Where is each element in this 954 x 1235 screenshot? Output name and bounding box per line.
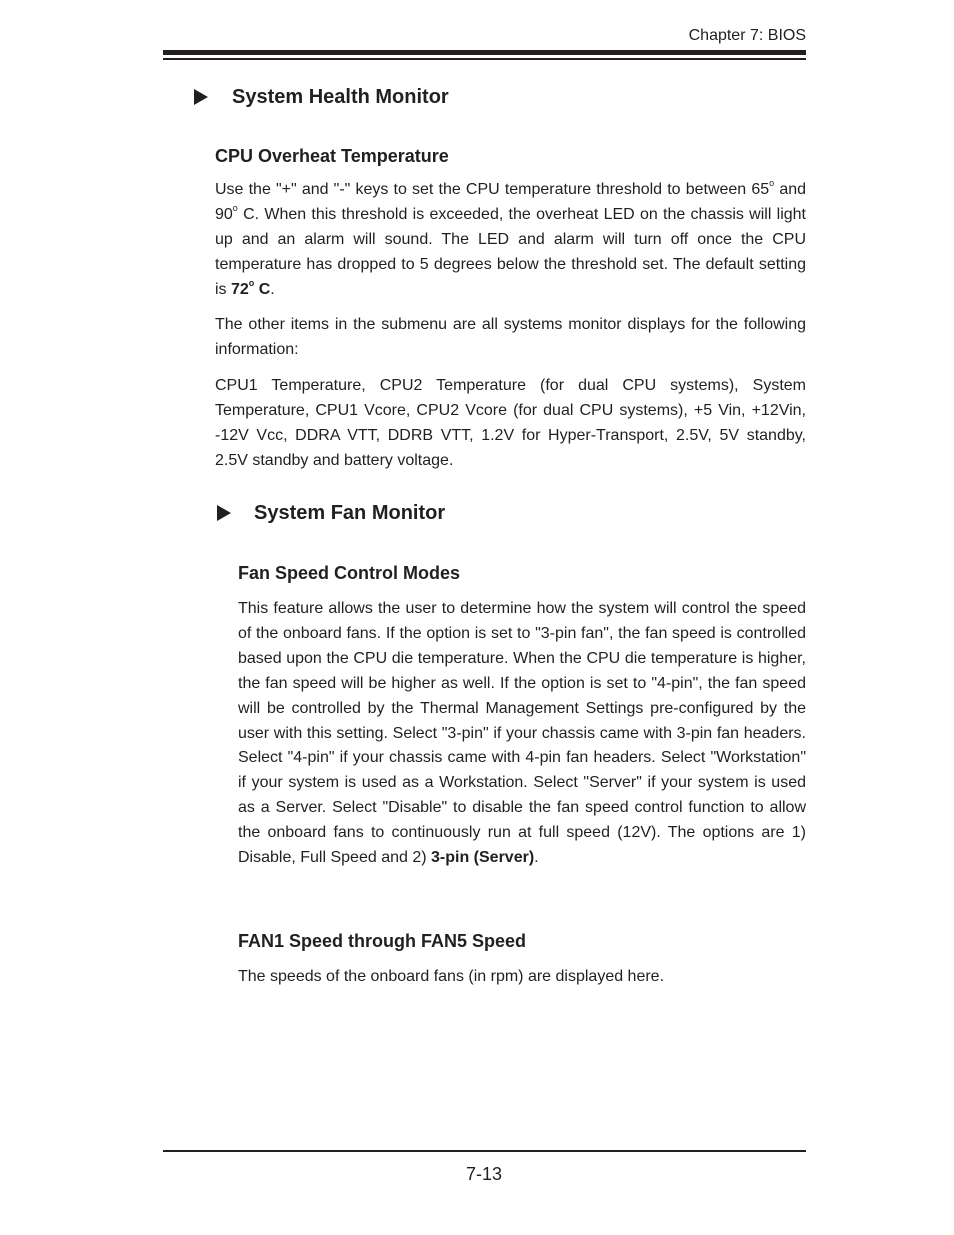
- header-rule-thin: [163, 58, 806, 60]
- page-number: 7-13: [465, 1164, 503, 1184]
- paragraph-cpu-overheat: Use the "+" and "-" keys to set the CPU temperature threshold to between 65$^o$ and 90$^o$ C. When this threshold is exceeded, the overheat LED on the chassis will light up and an alarm will sound. The LED and alarm will turn off once the CPU temperature has dropped to 5 degrees below the threshold set. The default setting is 72$^o$ C.: [215, 178, 807, 298]
- section-heading-fan: [217, 501, 445, 525]
- header-rule-thick: [163, 50, 806, 55]
- paragraph-monitor-list: CPU1 Temperature, CPU2 Temperature (for dual CPU systems), System Temperature, CPU1 Vcore, CPU2 Vcore (for dual CPU systems), +5 Vin, +12Vin, -12V Vcc, DDRA VTT, DDRB VTT, 1.2V for Hyper-Transport, 2.5V, 5V standby, 2.5V standby and battery voltage.: [215, 377, 806, 469]
- default-setting: 72$^o$ C: [231, 277, 271, 298]
- section-heading-health: [194, 85, 449, 109]
- triangle-bullet-icon: [194, 89, 208, 105]
- chapter-header: Chapter 7: BIOS: [688, 27, 806, 44]
- subheading-fan-speeds: FAN1 Speed through FAN5 Speed: [238, 931, 527, 951]
- subheading-cpu-overheat: CPU Overheat Temperature: [215, 146, 449, 166]
- paragraph-fan-modes: This feature allows the user to determine how the system will control the speed of the onboard fans. If the option is set to "3-pin fan", the fan speed is controlled based upon the CPU die temperature. When the CPU die temperature is higher, the fan speed will be higher as well. If the option is set to "4-pin", the fan speed will be controlled by the Thermal Management Settings pre-configured by the user with this setting. Select "3-pin" if your chassis came with 3-pin fan headers. Select "4-pin" if your chassis came with 4-pin fan headers. Select "Workstation" if your system is used as a Workstation. Select "Server" if your system is used as a Server. Select "Disable" to disable the fan speed control function to allow the onboard fans to continuously run at full speed (12V). The options are 1) Disable, Full Speed and 2) 3-pin (Server).: [238, 600, 806, 867]
- default-option: 3-pin (Server): [431, 849, 535, 867]
- section-title-fan: System Fan Monitor: [254, 502, 446, 524]
- section-title-health: System Health Monitor: [232, 86, 449, 108]
- paragraph-fan-speeds: The speeds of the onboard fans (in rpm) are displayed here.: [238, 968, 665, 985]
- subheading-fan-modes: Fan Speed Control Modes: [238, 563, 461, 583]
- degree-mark: o: [232, 202, 238, 213]
- paragraph-submenu-items: The other items in the submenu are all systems monitor displays for the following information:: [215, 316, 806, 358]
- degree-mark: o: [769, 178, 775, 188]
- triangle-bullet-icon: [217, 505, 231, 521]
- footer-rule: [163, 1150, 806, 1152]
